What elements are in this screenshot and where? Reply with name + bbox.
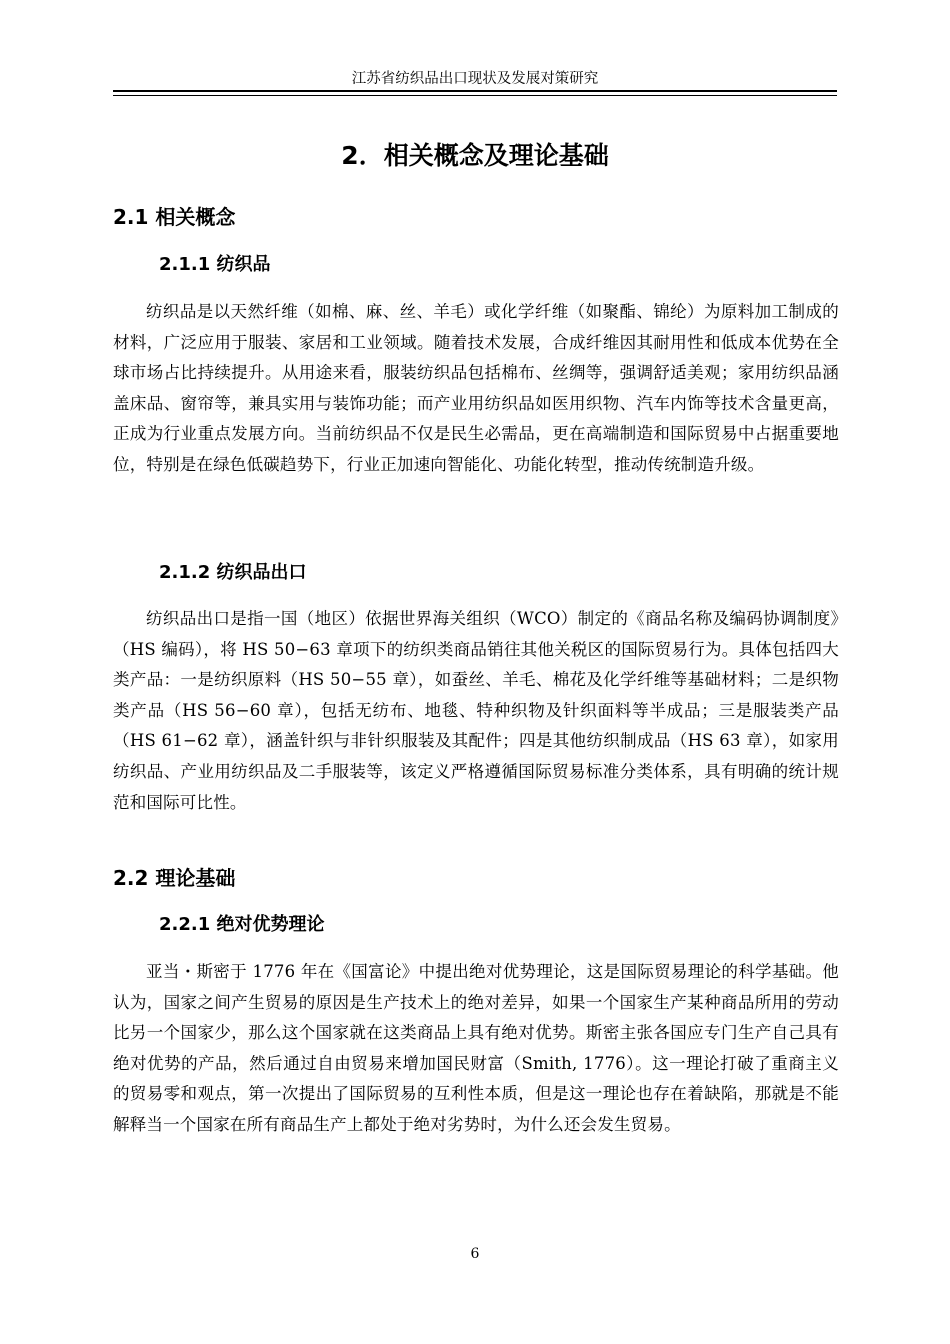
subsection-heading-2-1-2: 2.1.2 纺织品出口 — [159, 562, 307, 583]
running-header: 江苏省纺织品出口现状及发展对策研究 — [351, 71, 599, 87]
section-heading-2-2: 2.2 理论基础 — [113, 866, 236, 890]
paragraph-textiles: 纺织品是以天然纤维（如棉、麻、丝、羊毛）或化学纤维（如聚酯、锦纶）为原料加工制成的材料，广泛应用于服装、家居和工业领域。随着技术发展，合成纤维因其耐用性和低成本优势在全球市场占比持续提升。从用途来看，服装纺织品包括棉布、丝绸等，强调舒适美观；家用纺织品涵盖床品、窗帘等，兼具实用与装饰功能；而产业用纺织品如医用织物、汽车内饰等技术含量更高，正成为行业重点发展方向。当前纺织品不仅是民生必需品，更在高端制造和国际贸易中占据重要地位，特别是在绿色低碳趋势下，行业正加速向智能化、功能化转型，推动传统制造升级。 — [113, 302, 839, 474]
page-number: 6 — [470, 1246, 480, 1262]
subsection-heading-2-2-1: 2.2.1 绝对优势理论 — [159, 914, 325, 935]
paragraph-absolute-advantage: 亚当・斯密于 1776 年在《国富论》中提出绝对优势理论，这是国际贸易理论的科学基础。他认为，国家之间产生贸易的原因是生产技术上的绝对差异，如果一个国家生产某种商品所用的劳动比另一个国家少，那么这个国家就在这类商品上具有绝对优势。斯密主张各国应专门生产自己具有绝对优势的产品，然后通过自由贸易来增加国民财富（Smith, 1776）。这一理论打破了重商主义的贸易零和观点，第一次提出了国际贸易的互利性本质，但是这一理论也存在着缺陷，那就是不能解释当一个国家在所有商品生产上都处于绝对劣势时，为什么还会发生贸易。 — [113, 962, 839, 1134]
section-heading-2-1: 2.1 相关概念 — [113, 205, 236, 229]
header-rule-thick — [113, 90, 837, 92]
chapter-title: 2．相关概念及理论基础 — [341, 141, 609, 170]
header-rule-thin — [113, 95, 837, 96]
subsection-heading-2-1-1: 2.1.1 纺织品 — [159, 254, 271, 275]
paragraph-textile-exports: 纺织品出口是指一国（地区）依据世界海关组织（WCO）制定的《商品名称及编码协调制度》（HS 编码），将 HS 50−63 章项下的纺织类商品销往其他关税区的国际贸易行为。具体包括四大类产品：一是纺织原料（HS 50−55 章），如蚕丝、羊毛、棉花及化学纤维等基础材料；二是织物类产品（HS 56−60 章），包括无纺布、地毯、特种织物及针织面料等半成品；三是服装类产品（HS 61−62 章），涵盖针织与非针织服装及其配件；四是其他纺织制成品（HS 63 章），如家用纺织品、产业用纺织品及二手服装等，该定义严格遵循国际贸易标准分类体系，具有明确的统计规范和国际可比性。 — [113, 609, 839, 812]
